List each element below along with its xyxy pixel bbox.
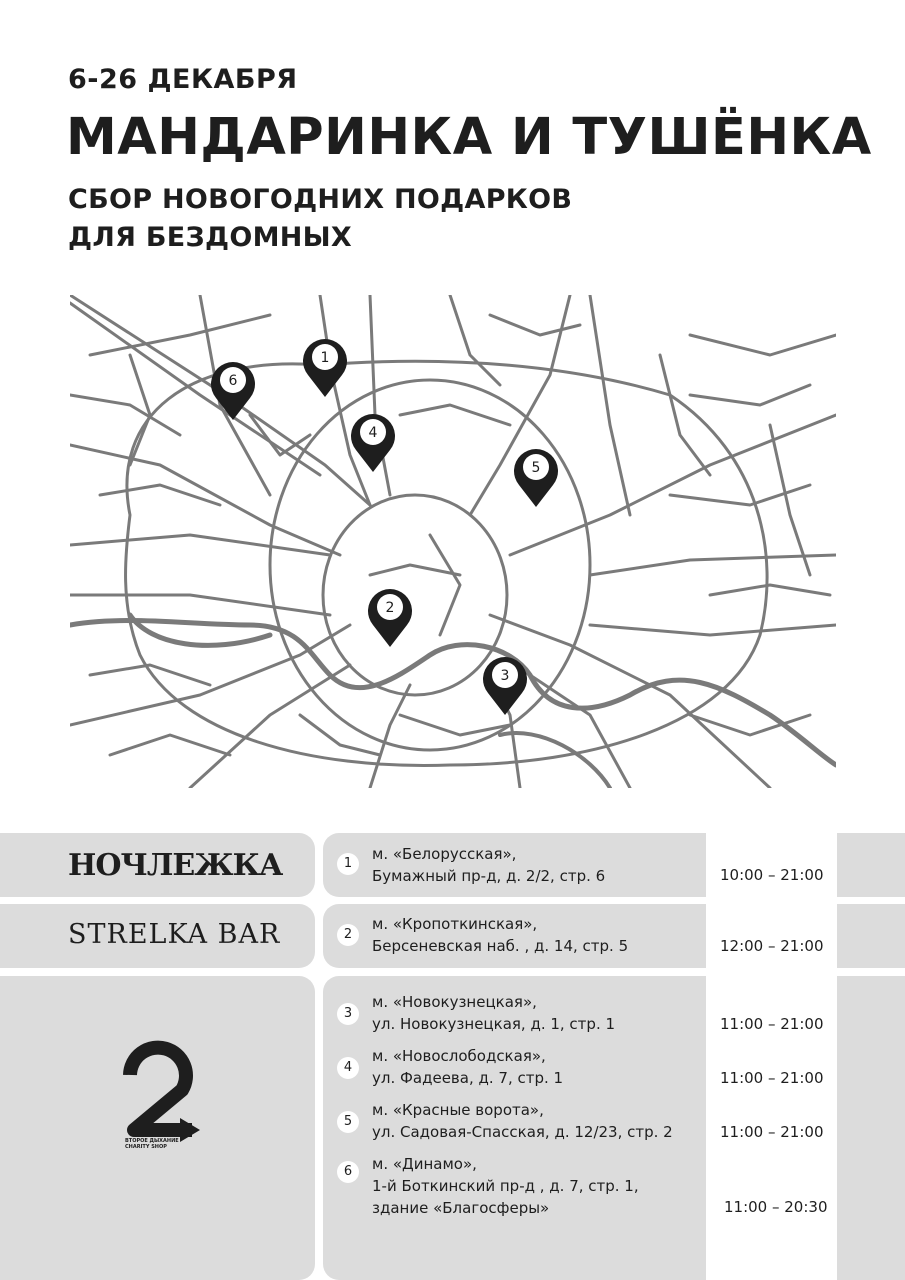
location-4-street: ул. Фадеева, д. 7, стр. 1 — [372, 1069, 564, 1087]
location-4-hours: 11:00 – 21:00 — [720, 1069, 824, 1087]
location-6-number: 6 — [337, 1161, 359, 1183]
location-1-hours: 10:00 – 21:00 — [720, 866, 824, 884]
location-1-metro: м. «Белорусская», — [372, 845, 517, 863]
map-roads — [70, 295, 836, 788]
location-3-address — [372, 991, 615, 1035]
map-pins — [211, 339, 558, 715]
edge-band-1 — [837, 833, 905, 897]
location-2-hours: 12:00 – 21:00 — [720, 937, 824, 955]
pin-4[interactable] — [351, 414, 395, 472]
location-1-address — [372, 843, 605, 887]
vtoroe-dyhanie-caption-line1: ВТОРОЕ ДЫХАНИЕ — [125, 1138, 179, 1144]
strelka-bar-logo: STRELKA BAR — [68, 919, 281, 950]
vtoroe-dyhanie-caption — [125, 1138, 179, 1150]
edge-band-3 — [837, 976, 905, 1280]
pin-1-number: 1 — [320, 350, 330, 366]
location-1-number: 1 — [337, 853, 359, 875]
location-5-street: ул. Садовая-Спасская, д. 12/23, стр. 2 — [372, 1123, 673, 1141]
location-3-hours: 11:00 – 21:00 — [720, 1015, 824, 1033]
pin-5[interactable] — [514, 449, 558, 507]
location-4-number: 4 — [337, 1057, 359, 1079]
pin-2-number: 2 — [385, 600, 395, 616]
location-2-street: Берсеневская наб. , д. 14, стр. 5 — [372, 937, 629, 955]
event-dates: 6-26 ДЕКАБРЯ — [68, 64, 298, 95]
location-2-metro: м. «Кропоткинская», — [372, 915, 538, 933]
location-3-metro: м. «Новокузнецкая», — [372, 993, 537, 1011]
location-5-address — [372, 1099, 673, 1143]
location-6-hours: 11:00 – 20:30 — [724, 1198, 828, 1216]
nochlezhka-logo: НОЧЛЕЖКА — [68, 848, 283, 883]
location-4-address — [372, 1045, 563, 1089]
subtitle-line-2: ДЛЯ БЕЗДОМНЫХ — [68, 222, 353, 253]
pin-2[interactable] — [368, 589, 412, 647]
pin-3-number: 3 — [500, 668, 510, 684]
location-6-street: 1-й Боткинский пр-д , д. 7, стр. 1, — [372, 1177, 639, 1195]
location-2-address — [372, 913, 628, 957]
location-5-number: 5 — [337, 1111, 359, 1133]
location-6-building: здание «Благосферы» — [372, 1199, 550, 1217]
location-4-metro: м. «Новослободская», — [372, 1047, 546, 1065]
city-map — [70, 295, 836, 788]
location-1-street: Бумажный пр-д, д. 2/2, стр. 6 — [372, 867, 606, 885]
location-5-metro: м. «Красные ворота», — [372, 1101, 544, 1119]
location-2-number: 2 — [337, 924, 359, 946]
edge-band-2 — [837, 904, 905, 968]
pin-4-number: 4 — [368, 425, 378, 441]
location-3-number: 3 — [337, 1003, 359, 1025]
event-title: МАНДАРИНКА И ТУШЁНКА — [66, 108, 872, 167]
vtoroe-dyhanie-caption-line2: CHARITY SHOP — [125, 1144, 167, 1150]
pin-1[interactable] — [303, 339, 347, 397]
subtitle-line-1: СБОР НОВОГОДНИХ ПОДАРКОВ — [68, 184, 573, 215]
event-subtitle — [68, 181, 572, 257]
pin-6-number: 6 — [228, 373, 238, 389]
location-3-street: ул. Новокузнецкая, д. 1, стр. 1 — [372, 1015, 616, 1033]
pin-3[interactable] — [483, 657, 527, 715]
pin-5-number: 5 — [531, 460, 541, 476]
location-6-address — [372, 1153, 639, 1219]
location-6-metro: м. «Динамо», — [372, 1155, 477, 1173]
location-5-hours: 11:00 – 21:00 — [720, 1123, 824, 1141]
